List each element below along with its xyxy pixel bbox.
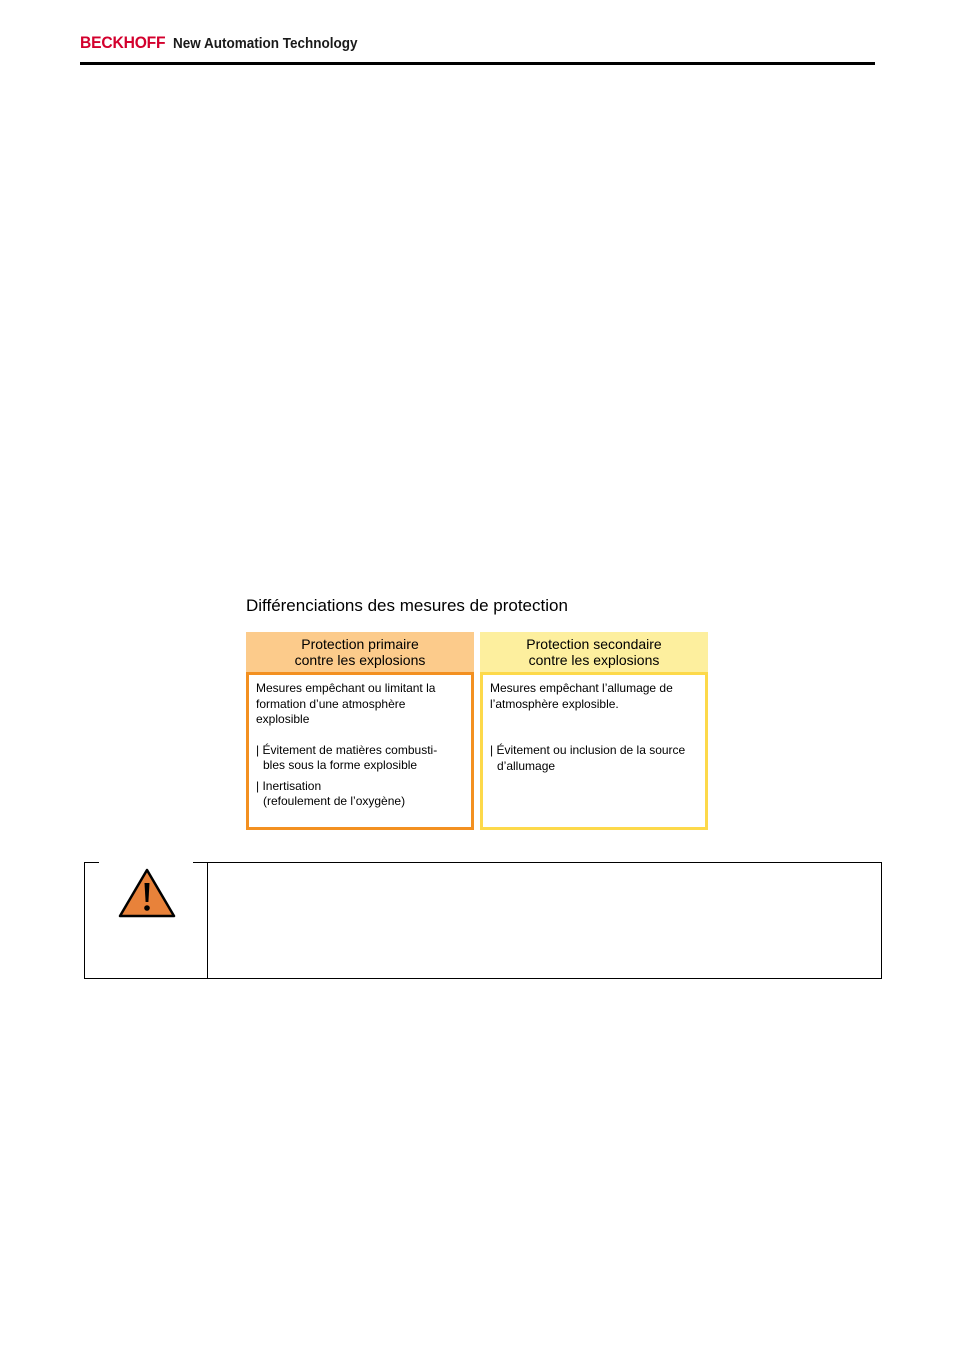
secondary-protection-heading: [480, 632, 708, 672]
primary-item2-line1: | Inertisation: [256, 778, 322, 793]
primary-item2-line2: (refoulement de l’oxygène): [263, 794, 406, 808]
brand-logo: BECKHOFF: [80, 33, 166, 52]
protection-measures-diagram: [246, 596, 710, 836]
primary-protection-body: [246, 672, 474, 830]
primary-description-line2: formation d’une atmosphère: [256, 696, 406, 711]
primary-protection-column: [246, 632, 474, 830]
primary-description-line1: Mesures empêchant ou limitant la: [256, 681, 436, 695]
page-header: [80, 33, 358, 55]
secondary-protection-column: [480, 632, 708, 830]
diagram-title: Différenciations des mesures de protection: [246, 596, 568, 615]
primary-description-line3: explosible: [256, 712, 310, 726]
secondary-item1-line2: d’allumage: [497, 758, 556, 773]
brand-tagline: New Automation Technology: [173, 35, 358, 52]
primary-item1-line2: bles sous la forme explosible: [263, 758, 418, 772]
secondary-heading-line1: Protection secondaire: [526, 636, 662, 652]
primary-protection-heading: [246, 632, 474, 672]
secondary-description-line2: l’atmosphère explosible.: [490, 696, 619, 711]
secondary-item1-line1: | Évitement ou inclusion de la source: [490, 743, 686, 757]
warning-divider: [207, 863, 208, 978]
primary-heading-line1: Protection primaire: [301, 636, 419, 652]
primary-heading-line2: contre les explosions: [294, 652, 426, 668]
warning-triangle-icon: [118, 868, 176, 918]
primary-item1-line1: | Évitement de matières combusti-: [256, 742, 438, 757]
secondary-protection-body: [480, 672, 708, 830]
secondary-heading-line2: contre les explosions: [528, 652, 660, 668]
secondary-description-line1: Mesures empêchant l’allumage de: [490, 681, 673, 695]
warning-box: [84, 862, 882, 979]
header-divider: [80, 62, 875, 65]
